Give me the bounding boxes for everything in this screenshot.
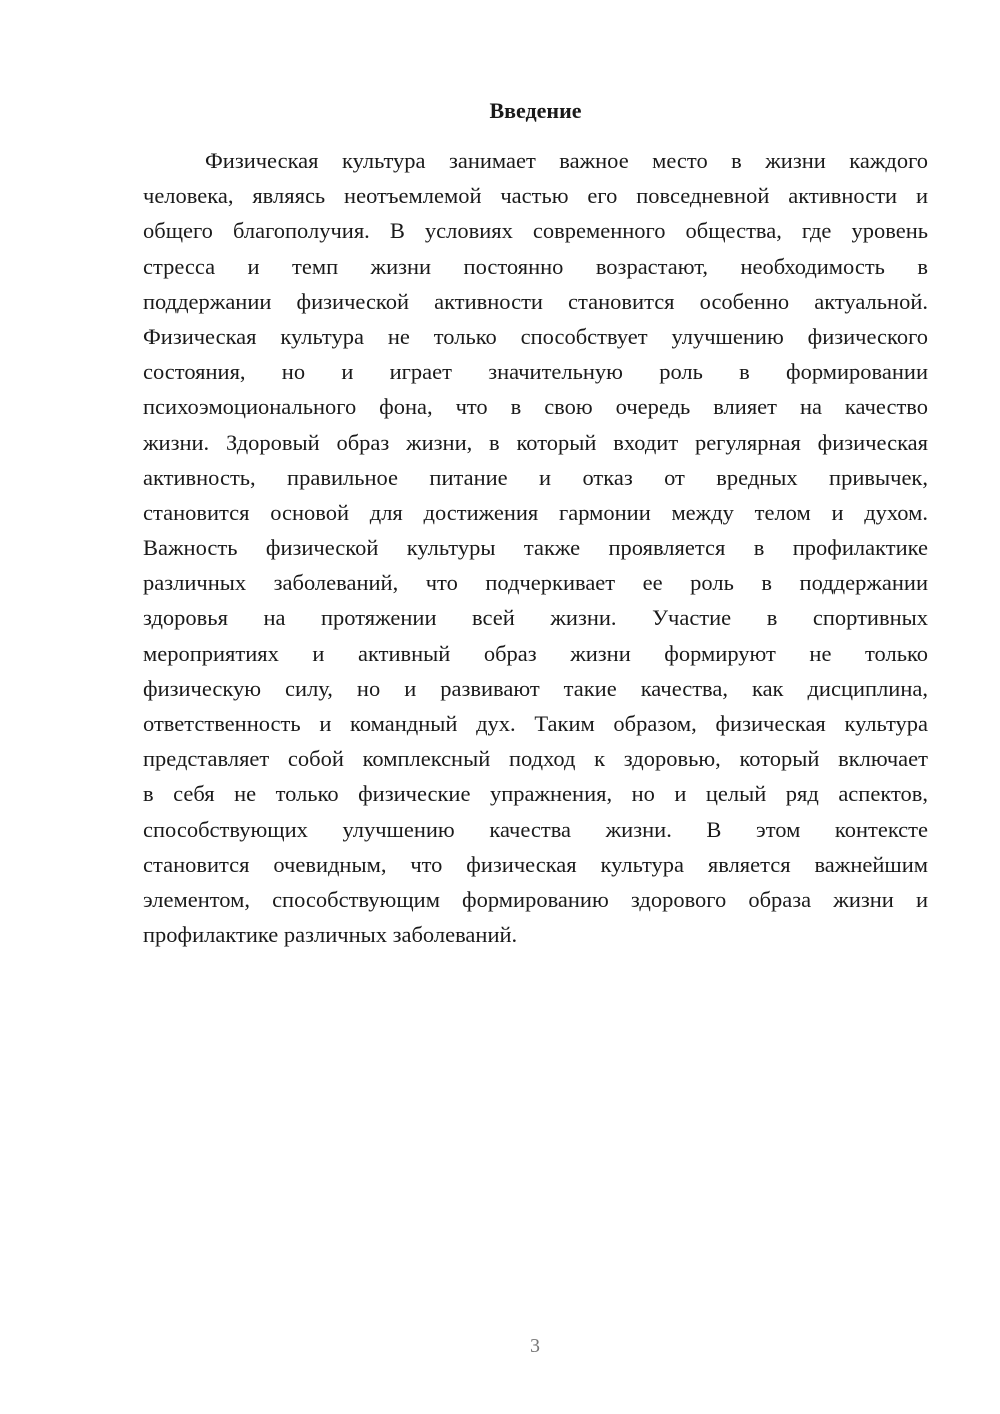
paragraph-line: представляет собой комплексный подход к здоровью, который включает — [143, 746, 928, 772]
paragraph-line: ответственность и командный дух. Таким образом, физическая культура — [143, 711, 928, 736]
section-heading: Введение — [489, 98, 582, 123]
paragraph-line: Физическая культура занимает важное место в жизни каждого — [205, 148, 928, 173]
page-number: 3 — [530, 1335, 540, 1357]
paragraph-line: психоэмоционального фона, что в свою очередь влияет на качество — [143, 394, 928, 420]
paragraph-line: в себя не только физические упражнения, но и целый ряд аспектов, — [143, 781, 928, 807]
paragraph-line: стресса и темп жизни постоянно возрастают, необходимость в — [143, 253, 928, 279]
paragraph-line: становится основой для достижения гармонии между телом и духом. — [143, 499, 928, 525]
paragraph-line: поддержании физической активности становится особенно актуальной. — [143, 288, 928, 314]
paragraph-line: здоровья на протяжении всей жизни. Участие в спортивных — [143, 605, 928, 631]
paragraph-line: общего благополучия. В условиях современного общества, где уровень — [143, 218, 928, 244]
paragraph-line: мероприятиях и активный образ жизни формируют не только — [143, 640, 928, 666]
paragraph-line: Физическая культура не только способствует улучшению физического — [143, 323, 928, 349]
paragraph-line: активность, правильное питание и отказ от вредных привычек, — [143, 464, 928, 490]
paragraph-line: человека, являясь неотъемлемой частью его повседневной активности и — [143, 183, 928, 209]
paragraph-line: профилактике различных заболеваний. — [143, 922, 518, 948]
paragraph-line: состояния, но и играет значительную роль в формировании — [143, 359, 928, 385]
paragraph-line: способствующих улучшению качества жизни. В этом контексте — [143, 816, 928, 842]
paragraph-line: различных заболеваний, что подчеркивает ее роль в поддержании — [143, 570, 928, 596]
paragraph-line: Важность физической культуры также проявляется в профилактике — [143, 535, 928, 561]
paragraph-line: жизни. Здоровый образ жизни, в который входит регулярная физическая — [143, 429, 928, 455]
body-paragraph — [143, 143, 928, 952]
paragraph-line: становится очевидным, что физическая культура является важнейшим — [143, 851, 928, 877]
paragraph-line: физическую силу, но и развивают такие качества, как дисциплина, — [143, 675, 928, 701]
paragraph-line: элементом, способствующим формированию здорового образа жизни и — [143, 886, 928, 912]
